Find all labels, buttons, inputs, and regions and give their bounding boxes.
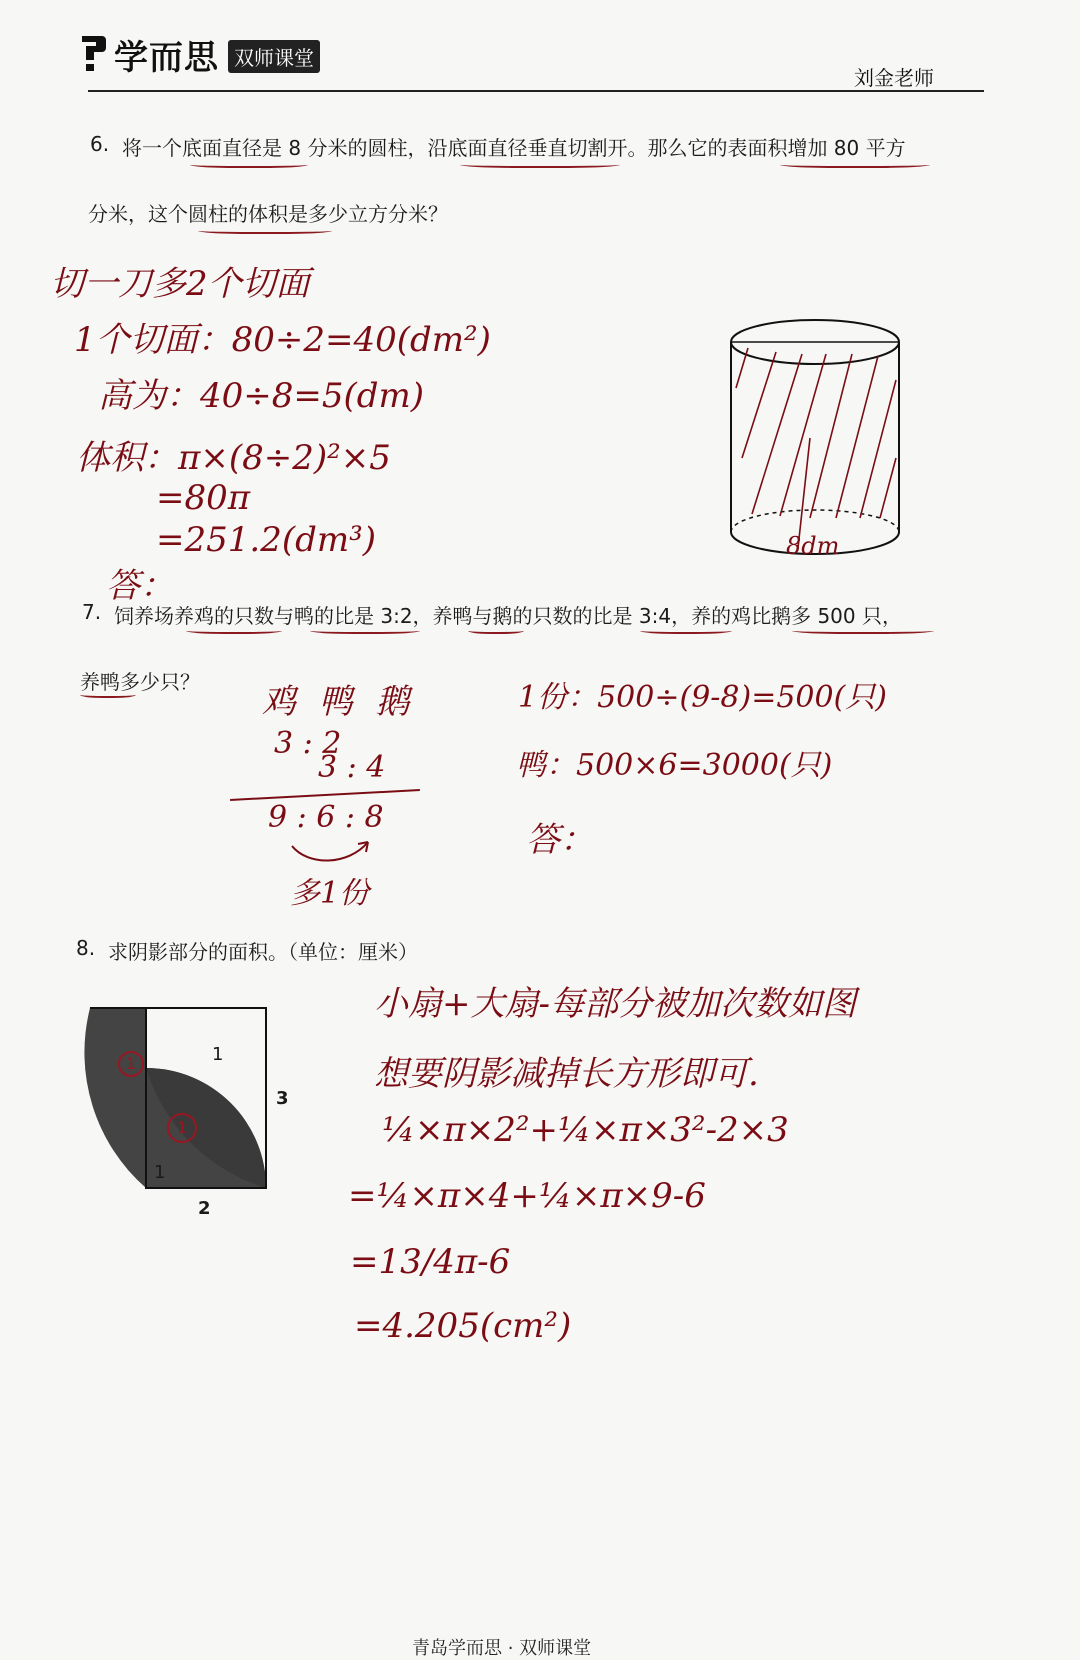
logo-text: 学而思 xyxy=(114,38,219,78)
underline xyxy=(792,626,934,634)
q8-work-line: =4.205(cm²) xyxy=(354,1306,572,1346)
ratio-note: 多1份 xyxy=(290,876,370,911)
underline xyxy=(186,626,282,634)
cylinder-diameter-label: 8dm xyxy=(786,532,840,560)
figure-label-left-bottom: 1 xyxy=(154,1162,166,1183)
underline xyxy=(460,160,620,168)
header-rule xyxy=(88,90,984,92)
q8-work-line: 想要阴影减掉长方形即可. xyxy=(374,1054,759,1094)
q8-work-line: =13/4π-6 xyxy=(350,1242,511,1282)
q8-work-line: =¼×π×4+¼×π×9-6 xyxy=(348,1176,706,1216)
underline xyxy=(190,160,308,168)
q7-number: 7. xyxy=(82,600,102,624)
shaded-area-figure xyxy=(86,1004,326,1234)
underline xyxy=(780,160,930,168)
q6-text-line1: 将一个底面直径是 8 分米的圆柱，沿底面直径垂直切割开。那么它的表面积增加 80 平方 xyxy=(122,136,906,160)
figure-circle-mark: 1 xyxy=(126,1054,137,1073)
logo-icon xyxy=(80,32,108,72)
ratio-row: 3 : 4 xyxy=(318,750,386,785)
ratio-header: 鸡 鸭 鹅 xyxy=(262,682,416,722)
figure-circle-mark: 1 xyxy=(177,1118,188,1137)
q8-number: 8. xyxy=(76,936,96,960)
q6-work-line: 答： xyxy=(106,566,174,606)
q6-text-line2: 分米，这个圆柱的体积是多少立方分米？ xyxy=(88,202,448,226)
q7-work-line: 答： xyxy=(526,820,594,860)
q8-text: 求阴影部分的面积。（单位：厘米） xyxy=(108,940,418,964)
underline xyxy=(640,626,732,634)
ratio-arrow-icon xyxy=(288,836,378,866)
q6-work-line: 1个切面：80÷2=40(dm²) xyxy=(74,320,491,360)
footer-text: 青岛学而思 · 双师课堂 xyxy=(412,1638,592,1659)
q6-number: 6. xyxy=(90,132,110,156)
q7-work-line: 鸭：500×6=3000(只) xyxy=(516,748,833,783)
q6-work-line: 体积：π×(8÷2)²×5 xyxy=(76,438,391,478)
q6-work-line: =80π xyxy=(156,478,251,518)
q7-text-line2: 养鸭多少只？ xyxy=(80,670,200,694)
underline xyxy=(468,626,524,634)
cylinder-figure xyxy=(728,318,902,568)
ratio-row: 9 : 6 : 8 xyxy=(268,800,384,835)
underline xyxy=(310,626,420,634)
q8-work-line: ¼×π×2²+¼×π×3²-2×3 xyxy=(382,1110,789,1150)
figure-label-right: 3 xyxy=(276,1088,289,1109)
q8-work-line: 小扇+大扇-每部分被加次数如图 xyxy=(374,984,856,1024)
q6-work-line: =251.2(dm³) xyxy=(156,520,376,560)
underline xyxy=(198,226,332,234)
q6-work-line: 高为：40÷8=5(dm) xyxy=(98,376,425,416)
figure-label-bottom: 2 xyxy=(198,1198,211,1219)
q7-text-line1: 饲养场养鸡的只数与鸭的比是 3:2，养鸭与鹅的只数的比是 3:4，养的鸡比鹅多 500 只， xyxy=(114,604,902,628)
q7-work-line: 1份：500÷(9-8)=500(只) xyxy=(518,680,888,715)
underline xyxy=(80,690,136,698)
teacher-name: 刘金老师 xyxy=(854,66,934,90)
header xyxy=(0,0,1080,100)
logo-badge: 双师课堂 xyxy=(228,40,320,73)
q6-work-line: 切一刀多2个切面 xyxy=(50,264,310,304)
ratio-row: 3 : 2 xyxy=(274,726,342,761)
figure-label-top: 1 xyxy=(212,1044,224,1065)
